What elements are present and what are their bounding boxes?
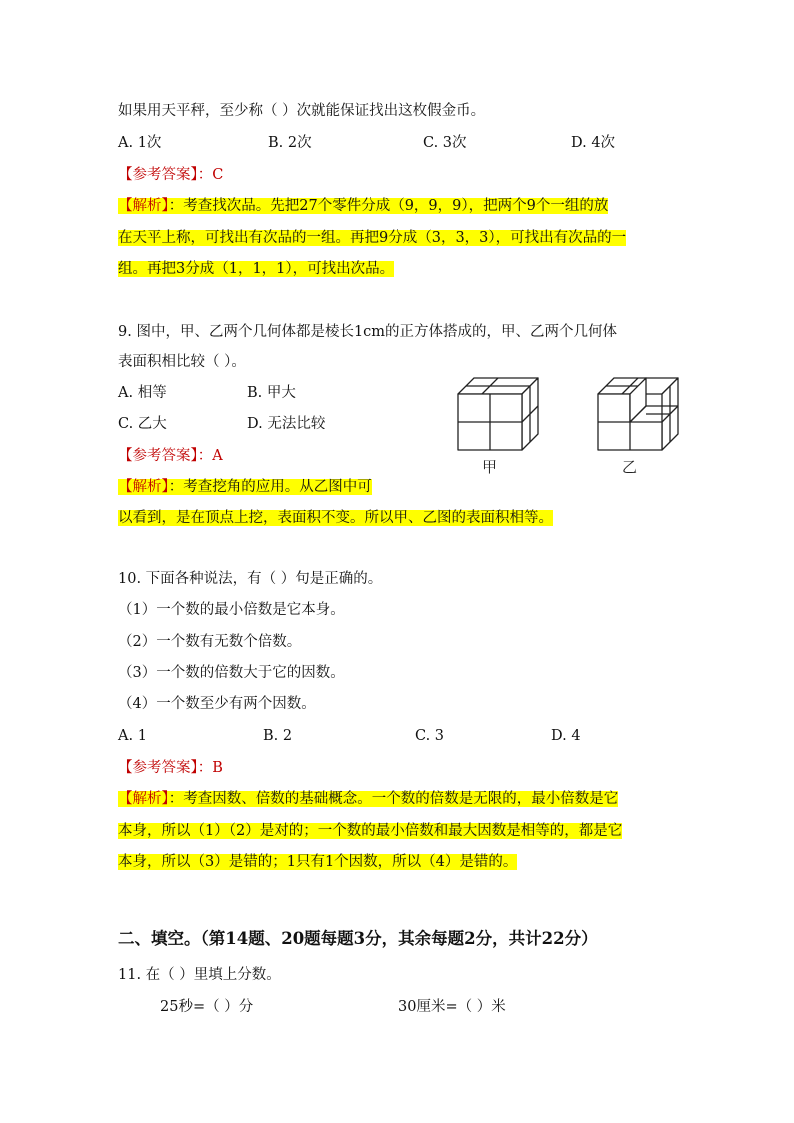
figure-label-yi: 乙 — [622, 458, 638, 476]
q10-analysis-line-1 — [118, 789, 618, 809]
q9-option-c: C. 乙大 — [118, 416, 167, 432]
analysis-text: 以看到，是在顶点上挖，表面积不变。所以甲、乙图的表面积相等。 — [118, 510, 553, 526]
q9-analysis-line-2 — [118, 508, 553, 528]
q9-option-d: D. 无法比较 — [247, 416, 326, 432]
q8-answer — [118, 165, 223, 185]
analysis-text: ：考查找次品。先把27个零件分成（9，9，9），把两个9个一组的放 — [168, 198, 609, 214]
analysis-label: 【解析】 — [118, 198, 169, 214]
q8-option-b: B. 2次 — [268, 135, 312, 151]
q11-item-2: 30厘米=（ ）米 — [398, 999, 506, 1015]
q8-analysis-line-1 — [118, 196, 608, 216]
q9-stem-line-1: 9. 图中，甲、乙两个几何体都是棱长1cm的正方体搭成的，甲、乙两个几何体 — [118, 324, 618, 340]
q9-stem-line-2: 表面积相比较（ ）。 — [118, 354, 246, 370]
q9-analysis-line-1 — [118, 477, 372, 497]
answer-value: ：B — [197, 760, 223, 776]
figure-label-jia: 甲 — [482, 458, 498, 476]
q9-option-a: A. 相等 — [118, 385, 167, 401]
q10-stem: 10. 下面各种说法，有（ ）句是正确的。 — [118, 571, 383, 587]
analysis-text: 在天平上称，可找出有次品的一组。再把9分成（3，3，3），可找出有次品的一 — [118, 230, 627, 246]
q8-option-a: A. 1次 — [118, 135, 162, 151]
answer-label: 【参考答案】 — [118, 167, 198, 183]
analysis-label: 【解析】 — [118, 479, 169, 495]
q10-option-d: D. 4 — [551, 728, 581, 744]
q8-analysis-line-3 — [118, 259, 394, 279]
q9-answer — [118, 446, 223, 466]
analysis-text: 本身，所以（1）（2）是对的；一个数的最小倍数和最大因数是相等的，都是它 — [118, 823, 623, 839]
q10-option-b: B. 2 — [263, 728, 293, 744]
q10-analysis-line-3 — [118, 852, 517, 872]
analysis-text: 组。再把3分成（1，1，1），可找出次品。 — [118, 261, 395, 277]
q8-option-d: D. 4次 — [571, 135, 616, 151]
q10-statement-1: （1）一个数的最小倍数是它本身。 — [118, 602, 345, 618]
answer-label: 【参考答案】 — [118, 760, 198, 776]
q11-stem: 11. 在（ ）里填上分数。 — [118, 967, 281, 983]
q10-option-a: A. 1 — [118, 728, 147, 744]
answer-value: ：A — [197, 448, 223, 464]
q10-statement-4: （4）一个数至少有两个因数。 — [118, 696, 316, 712]
q8-option-c: C. 3次 — [423, 135, 467, 151]
analysis-label: 【解析】 — [118, 791, 169, 807]
q10-option-c: C. 3 — [415, 728, 445, 744]
q10-answer — [118, 758, 223, 778]
cube-figure — [452, 372, 692, 480]
q10-statement-2: （2）一个数有无数个倍数。 — [118, 634, 302, 650]
q10-analysis-line-2 — [118, 821, 622, 841]
answer-label: 【参考答案】 — [118, 448, 198, 464]
cube-yi — [598, 378, 678, 450]
q8-analysis-line-2 — [118, 228, 626, 248]
analysis-text: ：考查因数、倍数的基础概念。一个数的倍数是无限的，最小倍数是它 — [168, 791, 619, 807]
cube-jia — [458, 378, 538, 450]
section-title: 二、填空。（第14题、20题每题3分，其余每题2分，共计22分） — [118, 929, 598, 948]
q11-item-1: 25秒=（ ）分 — [160, 999, 254, 1015]
q8-stem: 如果用天平秤，至少称（ ）次就能保证找出这枚假金币。 — [118, 103, 486, 119]
analysis-text: 本身，所以（3）是错的；1只有1个因数，所以（4）是错的。 — [118, 854, 518, 870]
q10-statement-3: （3）一个数的倍数大于它的因数。 — [118, 665, 345, 681]
analysis-text: ：考查挖角的应用。从乙图中可 — [168, 479, 372, 495]
answer-value: ：C — [197, 167, 224, 183]
q9-option-b: B. 甲大 — [247, 385, 296, 401]
